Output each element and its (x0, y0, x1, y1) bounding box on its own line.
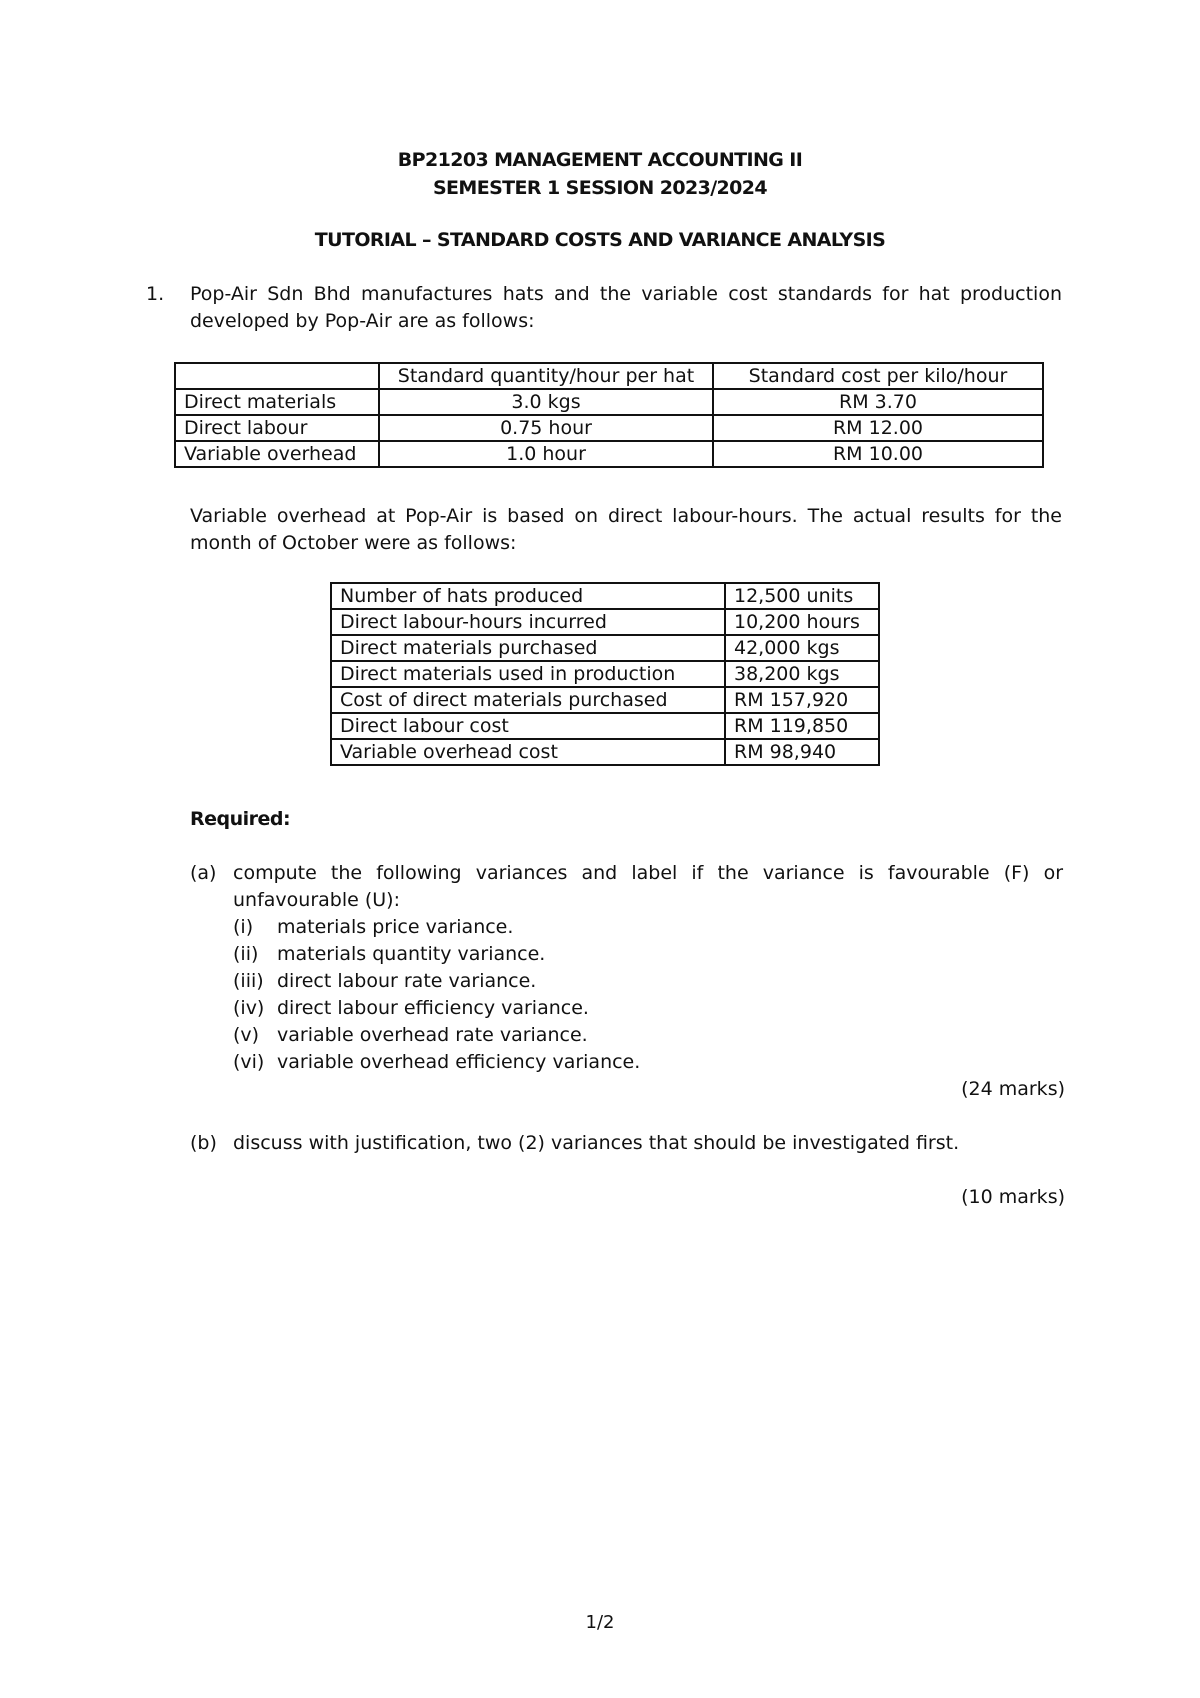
list-item-label: (vi) (233, 1051, 265, 1073)
table-cell: Direct materials used in production (331, 661, 725, 687)
part-b-text: discuss with justification, two (2) variances that should be investigated first. (233, 1132, 960, 1154)
list-item-text: direct labour rate variance. (277, 970, 537, 992)
table-row (331, 583, 879, 609)
table-cell: Direct labour cost (331, 713, 725, 739)
list-item-label: (iii) (233, 970, 264, 992)
table-row (331, 609, 879, 635)
table-cell: RM 12.00 (713, 415, 1043, 441)
list-item (233, 995, 589, 1022)
list-item-text: materials quantity variance. (277, 943, 546, 965)
list-item (233, 914, 513, 941)
list-item-text: variable overhead efficiency variance. (277, 1051, 641, 1073)
paragraph-2-line-1: Variable overhead at Pop-Air is based on direct labour-hours. The actual results for the (190, 505, 1062, 527)
list-item (233, 941, 545, 968)
table-row (175, 441, 1043, 467)
table-cell: RM 3.70 (713, 389, 1043, 415)
table-cell: 3.0 kgs (379, 389, 713, 415)
list-item-label: (v) (233, 1024, 260, 1046)
semester-title: SEMESTER 1 SESSION 2023/2024 (432, 177, 768, 199)
table-cell: Direct materials purchased (331, 635, 725, 661)
list-item (233, 1022, 588, 1049)
tutorial-title: TUTORIAL – STANDARD COSTS AND VARIANCE ANALYSIS (314, 229, 886, 251)
paragraph-2-line-2: month of October were as follows: (190, 532, 517, 554)
page-number: 1/2 (585, 1612, 615, 1633)
table-row (175, 415, 1043, 441)
table-row (331, 739, 879, 765)
part-a-marks: (24 marks) (961, 1078, 1065, 1100)
table-row (331, 661, 879, 687)
table-cell: Direct materials (175, 389, 379, 415)
question-number: 1. (146, 283, 165, 305)
table-row (175, 389, 1043, 415)
table-cell: 42,000 kgs (725, 635, 879, 661)
part-b-label: (b) (190, 1132, 217, 1154)
list-item-label: (i) (233, 916, 254, 938)
table-cell: Standard cost per kilo/hour (713, 363, 1043, 389)
table-cell (175, 363, 379, 389)
table-cell: RM 10.00 (713, 441, 1043, 467)
list-item-text: materials price variance. (277, 916, 514, 938)
course-title: BP21203 MANAGEMENT ACCOUNTING II (397, 149, 803, 171)
part-b-marks: (10 marks) (961, 1186, 1065, 1208)
table-cell: 1.0 hour (379, 441, 713, 467)
standards-table (174, 362, 1044, 468)
list-item (233, 1049, 640, 1076)
actual-results-table (330, 582, 880, 766)
table-cell: Number of hats produced (331, 583, 725, 609)
part-a-label: (a) (190, 862, 217, 884)
table-header-row (175, 363, 1043, 389)
list-item (233, 968, 536, 995)
table-cell: RM 98,940 (725, 739, 879, 765)
table-cell: RM 157,920 (725, 687, 879, 713)
table-cell: 38,200 kgs (725, 661, 879, 687)
list-item-text: variable overhead rate variance. (277, 1024, 588, 1046)
table-cell: Direct labour-hours incurred (331, 609, 725, 635)
table-cell: Variable overhead (175, 441, 379, 467)
table-cell: Standard quantity/hour per hat (379, 363, 713, 389)
required-label: Required: (190, 808, 291, 830)
table-cell: 0.75 hour (379, 415, 713, 441)
intro-line-1: Pop-Air Sdn Bhd manufactures hats and the variable cost standards for hat production (190, 283, 1062, 305)
table-cell: Variable overhead cost (331, 739, 725, 765)
table-cell: 12,500 units (725, 583, 879, 609)
table-row (331, 687, 879, 713)
part-a-line-1: compute the following variances and label if the variance is favourable (F) or (233, 862, 1063, 884)
table-cell: Cost of direct materials purchased (331, 687, 725, 713)
intro-line-2: developed by Pop-Air are as follows: (190, 310, 535, 332)
table-row (331, 635, 879, 661)
table-row (331, 713, 879, 739)
table-cell: 10,200 hours (725, 609, 879, 635)
table-cell: RM 119,850 (725, 713, 879, 739)
part-a-line-2: unfavourable (U): (233, 889, 400, 911)
list-item-label: (iv) (233, 997, 265, 1019)
list-item-text: direct labour efficiency variance. (277, 997, 589, 1019)
table-cell: Direct labour (175, 415, 379, 441)
list-item-label: (ii) (233, 943, 259, 965)
